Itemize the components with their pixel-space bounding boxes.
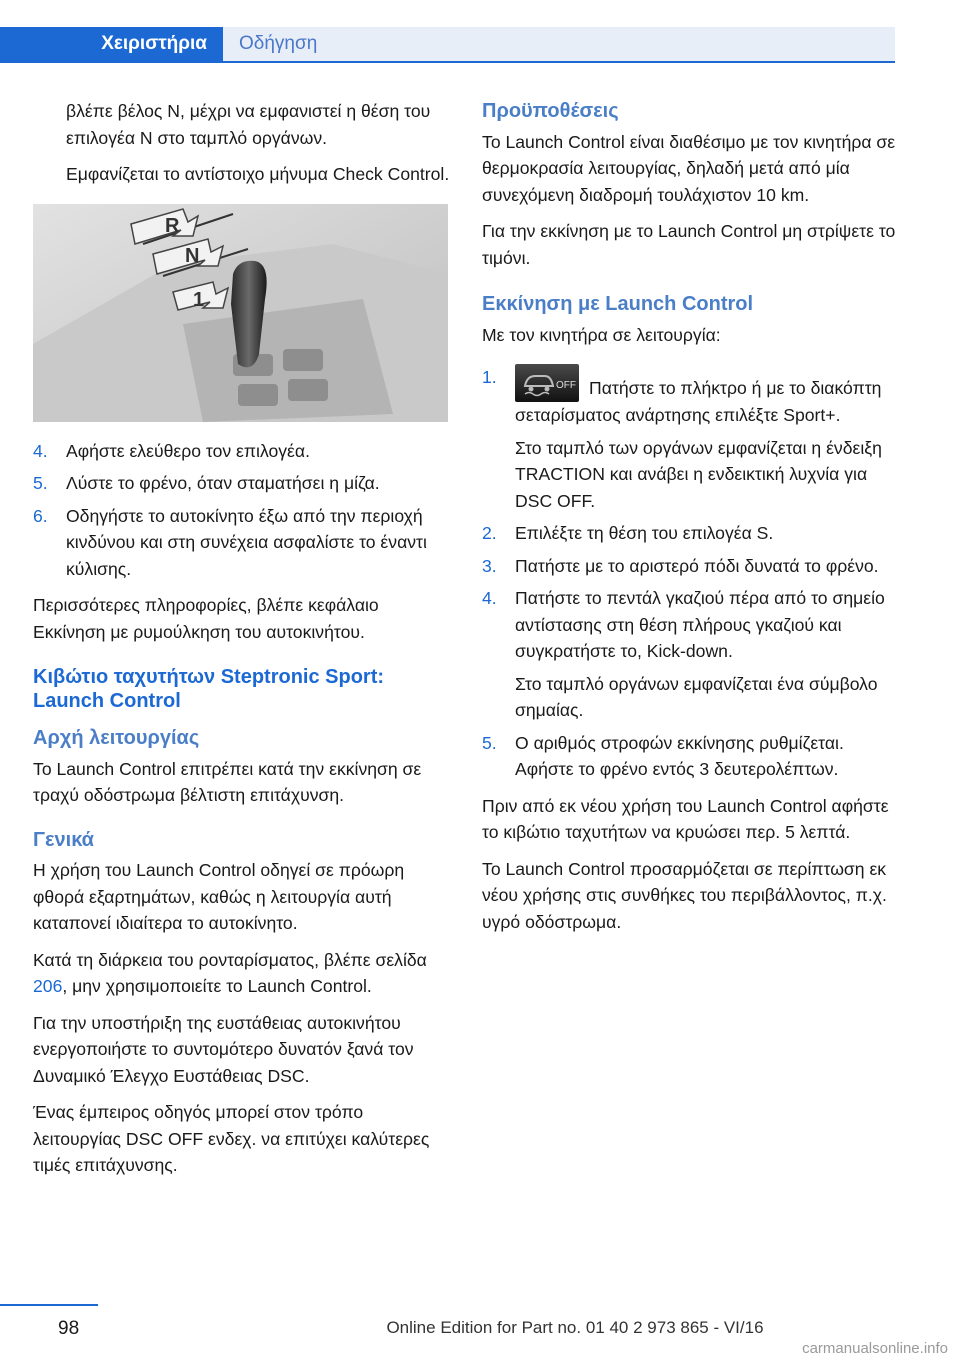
step-text: Ο αριθμός στροφών εκκίνησης ρυθμίζεται. Αφήστε το φρένο εντός 3 δευτερολέπτων.: [515, 732, 844, 779]
list-item: [482, 364, 902, 514]
list-item: [33, 438, 453, 465]
step-number: 1.: [482, 367, 497, 387]
step-text: Πατήστε το πεντάλ γκαζιού πέρα από το σημείο αντίστασης στη θέση πλήρους γκαζιού και συγκρατήστε το, Kick-down.: [515, 588, 885, 661]
dsc-off-button-icon: [515, 364, 579, 402]
step-number: 2.: [482, 523, 497, 543]
footer-line: [0, 1304, 98, 1306]
prereq-paragraph-2: Για την εκκίνηση με το Launch Control μη στρίψετε το τιμόνι.: [482, 221, 896, 268]
button-off-label: OFF: [556, 380, 576, 391]
start-intro: Με τον κινητήρα σε λειτουργία:: [482, 324, 721, 345]
intro-paragraph: βλέπε βέλος N, μέχρι να εμφανιστεί η θέση του επιλογέα N στο ταμπλό οργάνων.: [66, 101, 431, 148]
page-link[interactable]: 206: [33, 976, 63, 996]
step-number: 5.: [33, 473, 48, 493]
tab-driving[interactable]: Οδήγηση: [223, 27, 895, 61]
step-text: Λύστε το φρένο, όταν σταματήσει η μίζα.: [66, 473, 380, 493]
general-paragraph-4: Ένας έμπειρος οδηγός μπορεί στον τρόπο λειτουργίας DSC OFF ενδεχ. να επιτύχει καλύτερες τιμές επιτάχυνσης.: [33, 1102, 430, 1175]
right-column: [482, 98, 902, 945]
text-span: , μην χρησιμοποιείτε το Launch Control.: [62, 976, 372, 996]
page-number: 98: [58, 1318, 80, 1339]
step-subtext: Στο ταμπλό των οργάνων εμφανίζεται η ένδειξη TRACTION και ανάβει η ενδεικτική λυχνία για DSC OFF.: [515, 437, 882, 511]
step-text: Αφήστε ελεύθερο τον επιλογέα.: [66, 440, 310, 461]
arrow-label-n: N: [185, 244, 200, 267]
general-paragraph-1: Η χρήση του Launch Control οδηγεί σε πρόωρη φθορά εξαρτημάτων, καθώς η λειτουργία αυτή καταπονεί ιδιαίτερα το αυτοκίνητο.: [33, 860, 405, 933]
step-text: Οδηγήστε το αυτοκίνητο έξω από την περιοχή κινδύνου και στη συνέχεια ασφαλίστε το έναντι κύλισης.: [66, 505, 427, 579]
left-column: [33, 98, 453, 1189]
tab-controls[interactable]: Χειριστήρια: [0, 27, 223, 61]
arrow-label-1: 1: [193, 288, 205, 311]
list-item: [33, 470, 453, 497]
prereq-paragraph-1: Το Launch Control είναι διαθέσιμο με τον κινητήρα σε θερμοκρασία λειτουργίας, δηλαδή μετά από μία συνεχόμενη διαδρομή τουλάχιστον 10 km.: [482, 131, 896, 205]
header-underline: [0, 61, 895, 63]
text-span: Κατά τη διάρκεια του ρονταρίσματος, βλέπε σελίδα: [33, 949, 427, 970]
after-paragraph-2: Το Launch Control προσαρμόζεται σε περίπτωση εκ νέου χρήσης στις συνθήκες του περιβάλλοντος, π.χ. υγρό οδόστρωμα.: [482, 858, 887, 932]
step-subtext: Στο ταμπλό οργάνων εμφανίζεται ένα σύμβολο σημαίας.: [515, 673, 878, 720]
gear-selector-photo: [33, 204, 448, 422]
step-text: Πατήστε με το αριστερό πόδι δυνατά το φρένο.: [515, 555, 879, 576]
step-number: 6.: [33, 505, 48, 526]
left-steps-list: [33, 438, 453, 583]
after-paragraph-1: Πριν από εκ νέου χρήση του Launch Control αφήστε το κιβώτιο ταχυτήτων να κρυώσει περ. 5 λεπτά.: [482, 795, 889, 842]
watermark: carmanualsonline.info: [802, 1340, 948, 1357]
gear-selector-illustration: [33, 204, 448, 422]
step-number: 3.: [482, 555, 497, 576]
subheading-principle: Αρχή λειτουργίας: [33, 727, 200, 749]
list-item: [482, 730, 902, 783]
list-item: [482, 553, 902, 580]
step-text: Επιλέξτε τη θέση του επιλογέα S.: [515, 523, 774, 543]
edition-text: Online Edition for Part no. 01 40 2 973 865 - VI/16: [386, 1318, 764, 1337]
list-item: [482, 585, 902, 724]
section-title-launch-control: Κιβώτιο ταχυτήτων Steptronic Sport: Launch Control: [33, 666, 385, 712]
general-paragraph-2: [33, 947, 453, 1000]
subheading-start: Εκκίνηση με Launch Control: [482, 293, 754, 315]
step-text: Πατήστε το πλήκτρο ή με το διακόπτη σεταρίσματος ανάρτησης επιλέξτε Sport+.: [515, 378, 882, 425]
step-number: 4.: [33, 440, 48, 461]
subheading-general: Γενικά: [33, 828, 94, 851]
principle-paragraph: Το Launch Control επιτρέπει κατά την εκκίνηση σε τραχύ οδόστρωμα βέλτιστη επιτάχυνση.: [33, 758, 422, 805]
list-item: [482, 520, 902, 547]
header-bar: [0, 0, 895, 62]
step-number: 4.: [482, 588, 497, 608]
list-item: [33, 503, 453, 583]
right-steps-list: [482, 364, 902, 783]
general-paragraph-3: Για την υποστήριξη της ευστάθειας αυτοκινήτου ενεργοποιήστε το συντομότερο δυνατόν ξανά τον Δυναμικό Έλεγχο Ευστάθειας DSC.: [33, 1012, 414, 1086]
subheading-prerequisites: Προϋποθέσεις: [482, 100, 619, 122]
step-number: 5.: [482, 732, 497, 753]
arrow-label-r: R: [165, 214, 180, 237]
check-control-paragraph: Εμφανίζεται το αντίστοιχο μήνυμα Check Control.: [66, 164, 450, 184]
more-info-paragraph: Περισσότερες πληροφορίες, βλέπε κεφάλαιο Εκκίνηση με ρυμούλκηση του αυτοκινήτου.: [33, 595, 379, 642]
